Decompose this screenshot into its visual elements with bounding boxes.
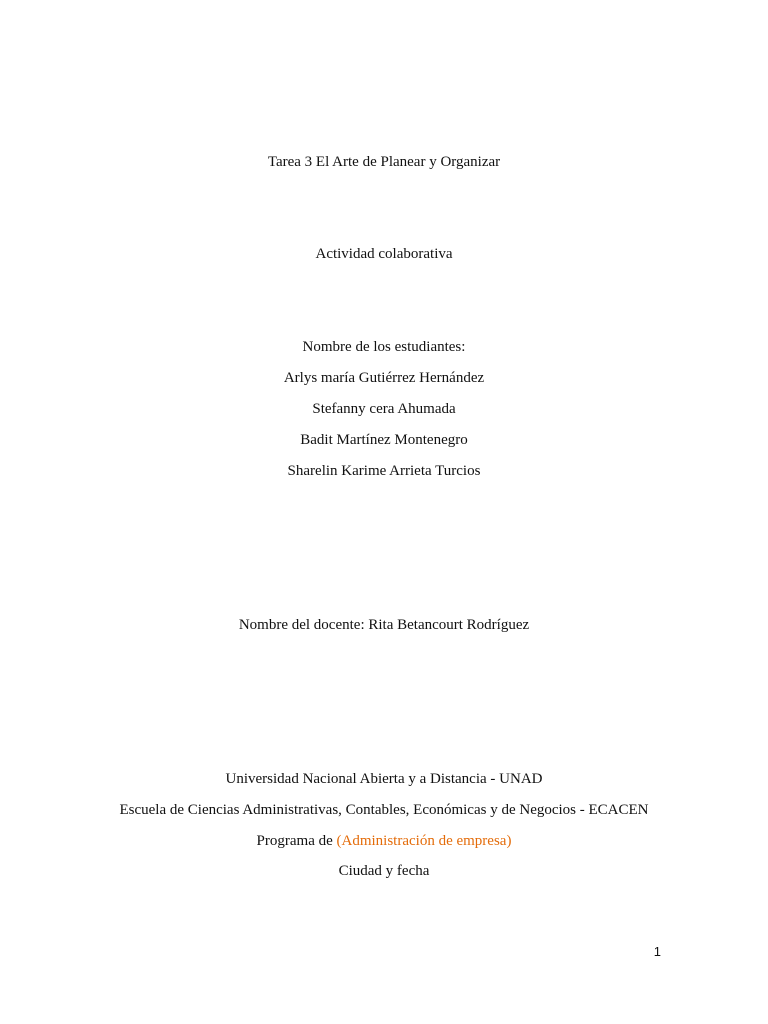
- document-subtitle: Actividad colaborativa: [315, 246, 453, 262]
- program-name: (Administración de empresa): [336, 833, 512, 849]
- student-name: Stefanny cera Ahumada: [312, 401, 456, 417]
- city-date: Ciudad y fecha: [338, 863, 430, 879]
- students-heading: Nombre de los estudiantes:: [302, 339, 466, 355]
- student-name: Badit Martínez Montenegro: [300, 432, 468, 448]
- document-title: Tarea 3 El Arte de Planear y Organizar: [267, 154, 501, 170]
- student-name: Arlys maría Gutiérrez Hernández: [283, 370, 485, 386]
- student-name: Sharelin Karime Arrieta Turcios: [287, 463, 481, 479]
- program-line: [0, 832, 768, 850]
- program-prefix: Programa de: [256, 833, 337, 849]
- school-name: Escuela de Ciencias Administrativas, Contables, Económicas y de Negocios - ECACEN: [119, 802, 649, 818]
- university-name: Universidad Nacional Abierta y a Distancia - UNAD: [225, 771, 543, 787]
- teacher-name: Nombre del docente: Rita Betancourt Rodríguez: [238, 617, 530, 633]
- page-number: 1: [653, 944, 661, 959]
